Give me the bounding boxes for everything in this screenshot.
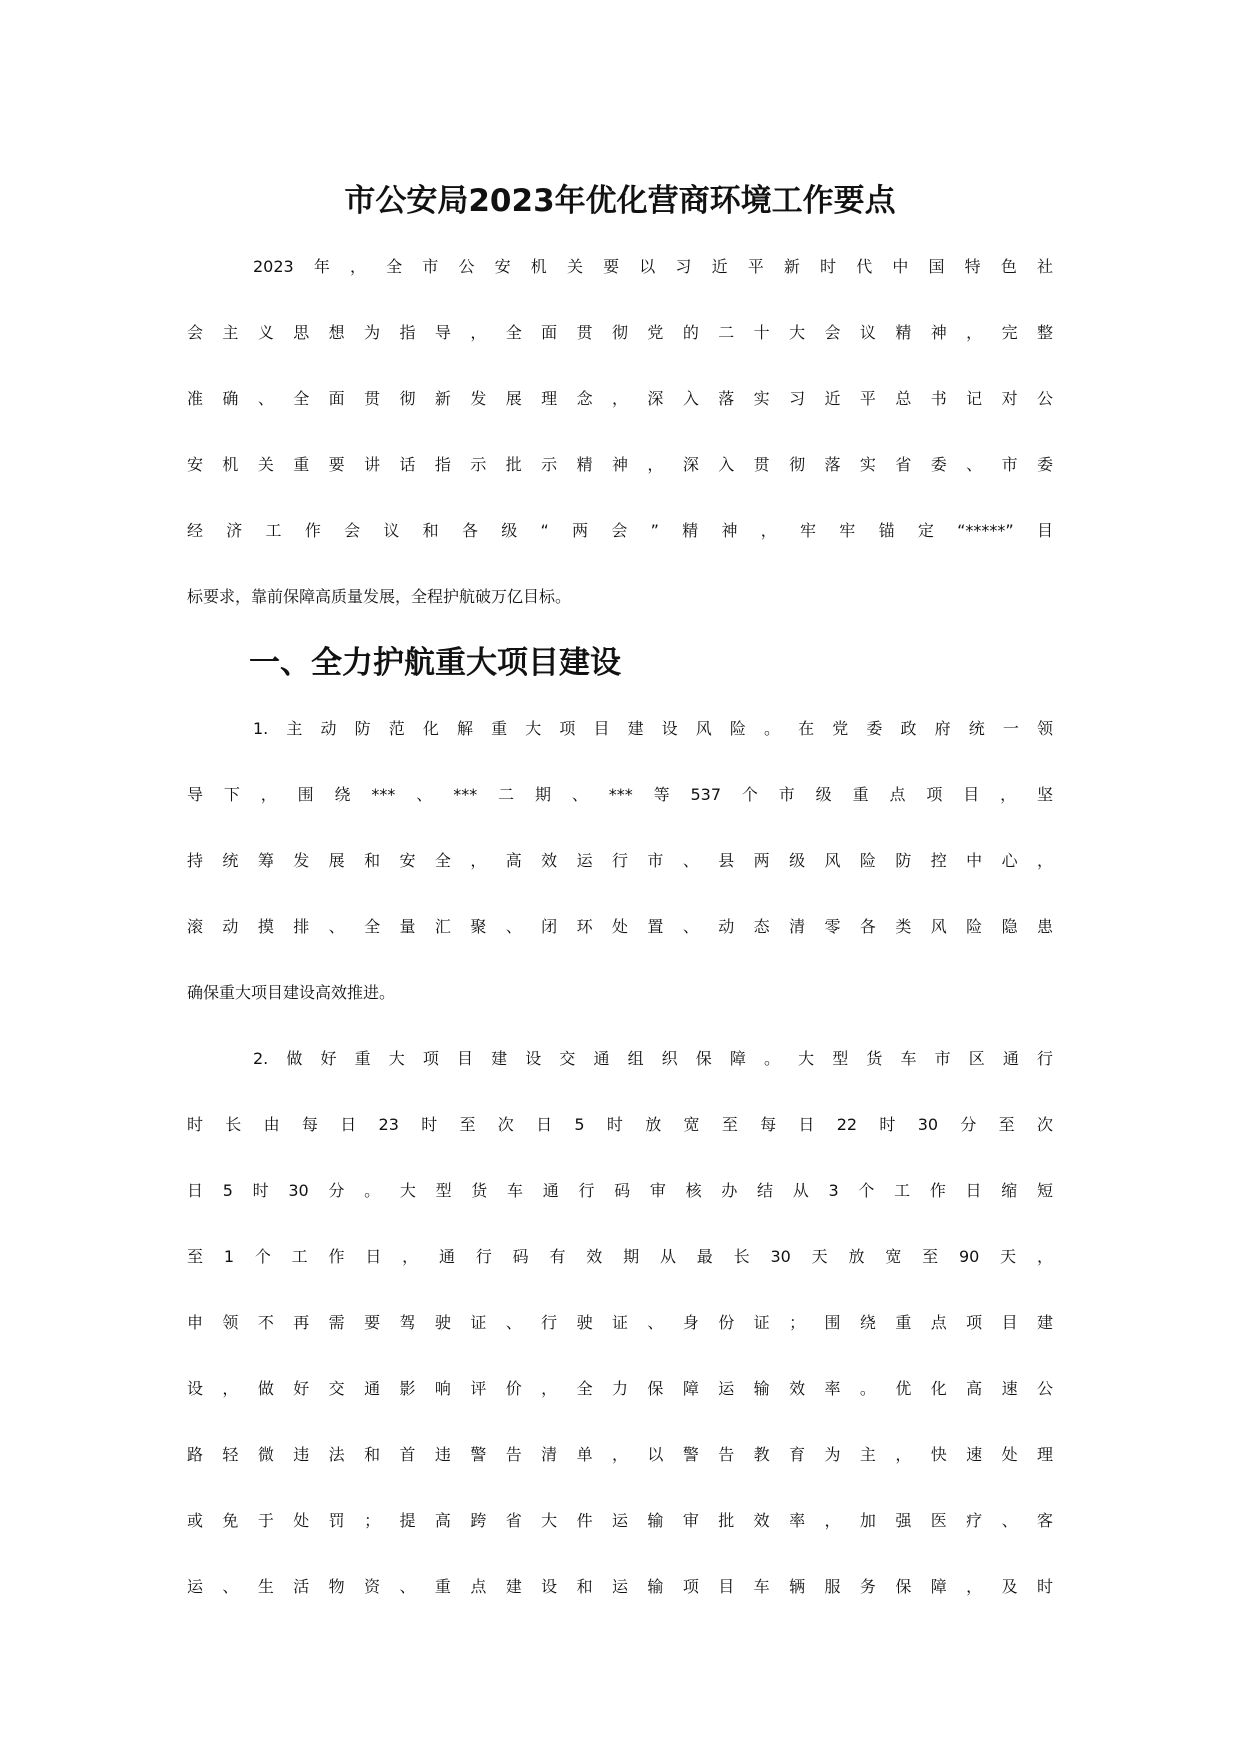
intro-line: 安机关重要讲话指示批示精神，深入贯彻落实省委、市委 — [187, 455, 1053, 474]
document-body — [187, 168, 1053, 1620]
intro-paragraph — [187, 234, 1053, 630]
item-2-line: 申领不再需要驾驶证、行驶证、身份证；围绕重点项目建 — [187, 1313, 1053, 1332]
document-title: 市公安局2023年优化营商环境工作要点 — [344, 183, 896, 219]
item-1-line: 导下，围绕***、***二期、***等537个市级重点项目，坚 — [187, 785, 1053, 804]
item-2-line: 路轻微违法和首违警告清单，以警告教育为主，快速处理 — [187, 1445, 1053, 1464]
intro-line: 经济工作会议和各级“两会”精神，牢牢锚定“*****”目 — [187, 521, 1053, 540]
item-2-line: 运、生活物资、重点建设和运输项目车辆服务保障，及时 — [187, 1577, 1053, 1596]
item-1-paragraph — [187, 696, 1053, 1026]
intro-line: 会主义思想为指导，全面贯彻党的二十大会议精神，完整 — [187, 323, 1053, 342]
intro-line: 2023年，全市公安机关要以习近平新时代中国特色社 — [253, 257, 1053, 276]
intro-line: 标要求，靠前保障高质量发展，全程护航破万亿目标。 — [187, 587, 572, 606]
item-2-line: 至1个工作日，通行码有效期从最长30天放宽至90天， — [187, 1247, 1053, 1266]
section-heading: 一、全力护航重大项目建设 — [249, 645, 621, 681]
intro-line: 准确、全面贯彻新发展理念，深入落实习近平总书记对公 — [187, 389, 1053, 408]
item-1-line: 持统筹发展和安全，高效运行市、县两级风险防控中心， — [187, 851, 1053, 870]
item-1-line: 确保重大项目建设高效推进。 — [187, 983, 396, 1002]
item-2-line: 2.做好重大项目建设交通组织保障。大型货车市区通行 — [253, 1049, 1053, 1068]
item-1-line: 滚动摸排、全量汇聚、闭环处置、动态清零各类风险隐患 — [187, 917, 1053, 936]
item-1-line: 1.主动防范化解重大项目建设风险。在党委政府统一领 — [253, 719, 1053, 738]
item-2-line: 日5时30分。大型货车通行码审核办结从3个工作日缩短 — [187, 1181, 1053, 1200]
item-2-line: 或免于处罚；提高跨省大件运输审批效率，加强医疗、客 — [187, 1511, 1053, 1530]
item-2-line: 设，做好交通影响评价，全力保障运输效率。优化高速公 — [187, 1379, 1053, 1398]
item-2-paragraph — [187, 1026, 1053, 1620]
item-2-line: 时长由每日23时至次日5时放宽至每日22时30分至次 — [187, 1115, 1053, 1134]
